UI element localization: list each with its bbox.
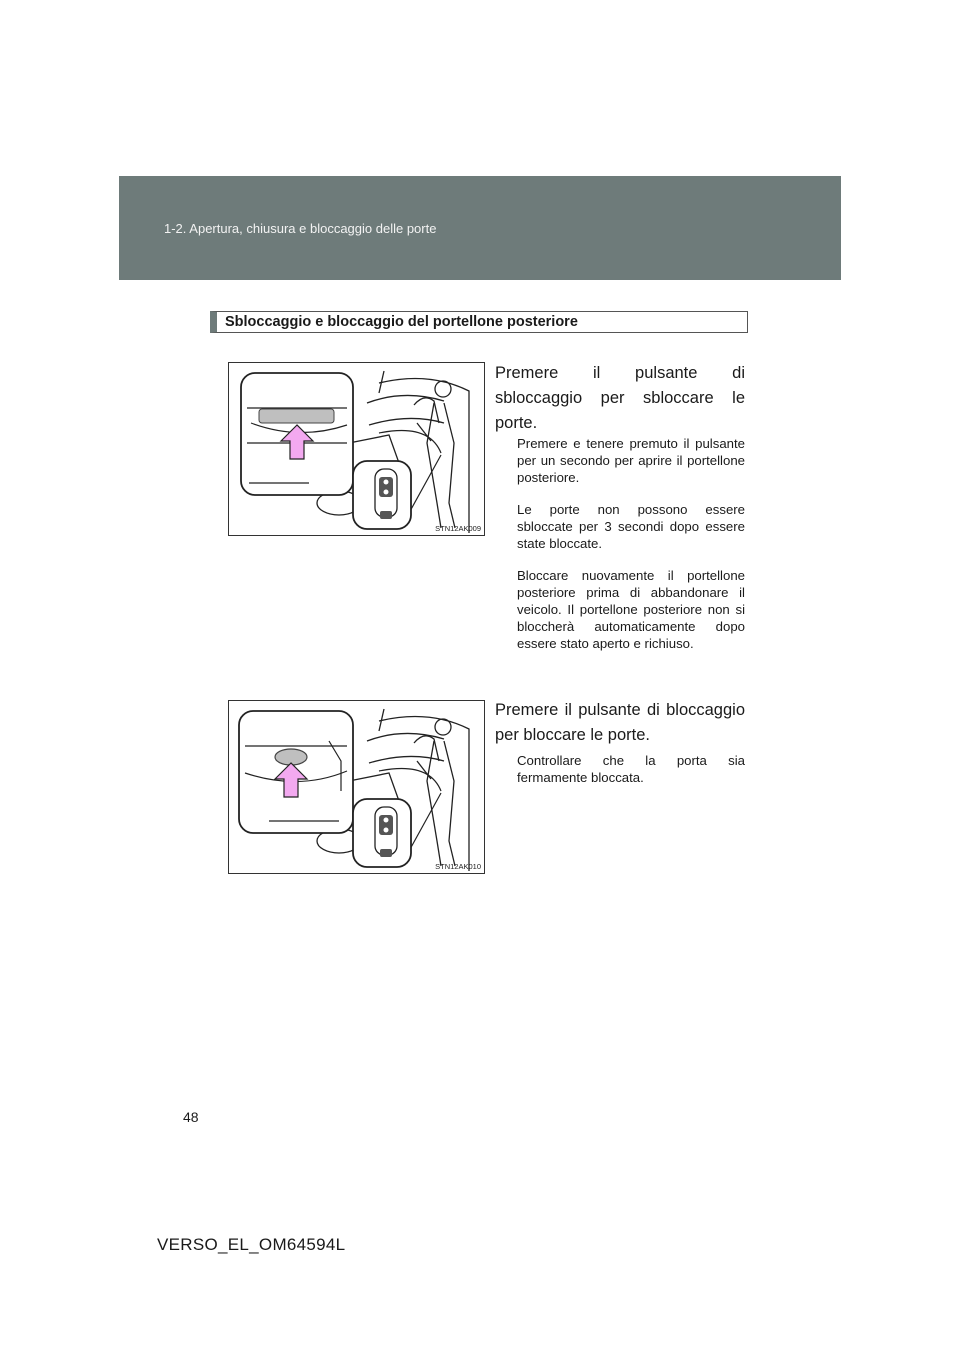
smart-key-icon — [375, 469, 397, 519]
car-rear-lock-illustration — [229, 701, 484, 873]
illustration-lock — [228, 700, 485, 874]
section-title: Sbloccaggio e bloccaggio del portellone posteriore — [210, 311, 748, 333]
note-text: Bloccare nuovamente il portellone posteriore prima di abbandonare il veicolo. Il portellone posteriore non si bloccherà automaticamente dopo essere stato aperto e richiuso. — [517, 568, 745, 651]
note-text: Premere e tenere premuto il pulsante per un secondo per aprire il portellone posteriore. — [517, 436, 745, 485]
page-number: 48 — [183, 1109, 199, 1125]
illustration-unlock — [228, 362, 485, 536]
step-text: Premere il pulsante di sbloccaggio per sbloccare le porte. — [495, 364, 745, 432]
breadcrumb: 1-2. Apertura, chiusura e bloccaggio delle porte — [164, 221, 437, 236]
car-rear-unlock-illustration — [229, 363, 484, 535]
note-text: Controllare che la porta sia fermamente bloccata. — [517, 753, 745, 785]
figure-code: STN12AK010 — [435, 862, 481, 871]
note-text: Le porte non possono essere sbloccate per 3 secondi dopo essere state bloccate. — [517, 502, 745, 551]
unlock-switch — [259, 409, 334, 423]
smart-key-icon — [375, 807, 397, 857]
figure-code: STN12AK009 — [435, 524, 481, 533]
step-text: Premere il pulsante di bloccaggio per bloccare le porte. — [495, 701, 745, 744]
footer-code: VERSO_EL_OM64594L — [157, 1235, 346, 1254]
header-band — [119, 176, 841, 280]
